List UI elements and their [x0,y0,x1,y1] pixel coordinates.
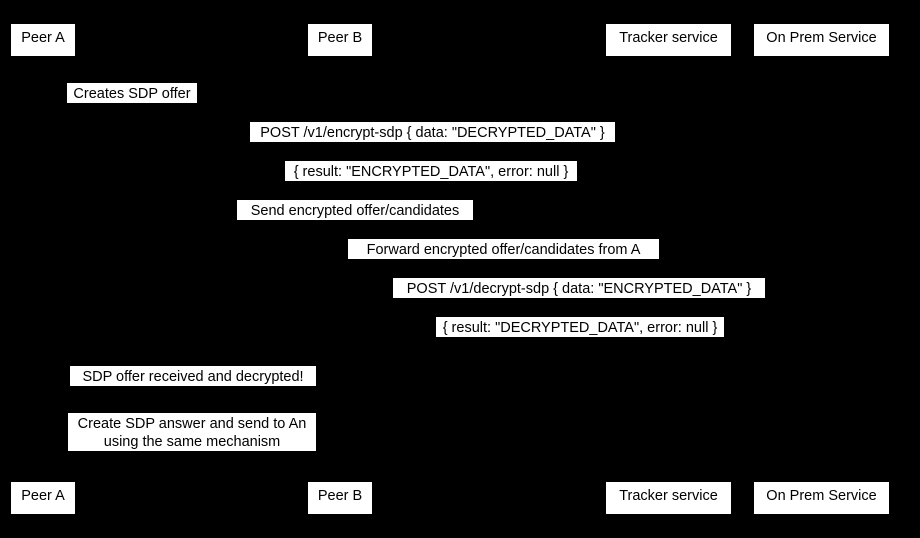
message-label-1: POST /v1/encrypt-sdp { data: "DECRYPTED_DATA" } [250,122,615,142]
lifeline-footer-2: Tracker service [605,481,732,515]
message-label-7: SDP offer received and decrypted! [70,366,316,386]
message-label-3: Send encrypted offer/candidates [237,200,473,220]
lifeline-header-3: On Prem Service [753,23,890,57]
lifeline-footer-1: Peer B [307,481,373,515]
lifeline-header-1: Peer B [307,23,373,57]
lifeline-footer-0: Peer A [10,481,76,515]
message-label-5: POST /v1/decrypt-sdp { data: "ENCRYPTED_DATA" } [393,278,765,298]
message-label-0: Creates SDP offer [67,83,197,103]
lifeline-footer-3: On Prem Service [753,481,890,515]
message-label-4: Forward encrypted offer/candidates from A [348,239,659,259]
message-label-2: { result: "ENCRYPTED_DATA", error: null } [285,161,577,181]
message-label-6: { result: "DECRYPTED_DATA", error: null } [436,317,724,337]
lifeline-header-0: Peer A [10,23,76,57]
message-label-8: Create SDP answer and send to An using the same mechanism [68,413,316,451]
lifeline-header-2: Tracker service [605,23,732,57]
